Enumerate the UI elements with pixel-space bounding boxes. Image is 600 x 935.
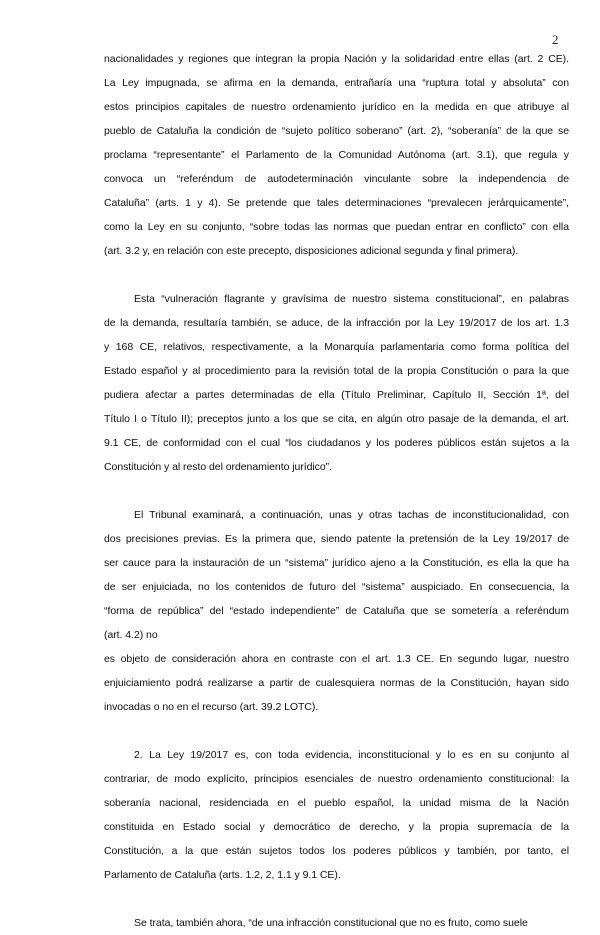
text-line: constituida en Estado social y democrático de derecho, y la propia supremacía de la (104, 821, 569, 833)
paragraph (104, 911, 569, 935)
text-line: La Ley impugnada, se afirma en la demanda, entrañaría una “ruptura total y absoluta” con (104, 77, 569, 89)
text-line: (art. 3.2 y, en relación con este precepto, disposiciones adicional segunda y final primera). (104, 245, 519, 257)
text-line: proclama “representante” el Parlamento de la Comunidad Autónoma (art. 3.1), que regula y (104, 149, 569, 161)
text-line: 2. La Ley 19/2017 es, con toda evidencia, inconstitucional y lo es en su conjunto al (134, 749, 569, 761)
text-line: es objeto de consideración ahora en contraste con el art. 1.3 CE. En segundo lugar, nuestro (104, 653, 569, 665)
text-line: soberanía nacional, residenciada en el pueblo español, la unidad misma de la Nación (104, 797, 569, 809)
text-line: (art. 4.2) no (104, 629, 158, 641)
text-line: como la Ley en su conjunto, “sobre todas las normas que puedan entrar en conflicto” con ella (104, 221, 569, 233)
text-line: Se trata, también ahora, “de una infracción constitucional que no es fruto, como suele (134, 917, 528, 929)
text-line: Cataluña” (arts. 1 y 4). Se pretende que tales determinaciones “prevalecen jerárquicamente”, (104, 197, 569, 209)
text-line: de ser enjuiciada, no los contenidos de futuro del “sistema” auspiciado. En consecuencia, la (104, 581, 569, 593)
paragraph-gap (104, 719, 569, 743)
text-line: Constitución, a la que están sujetos todos los poderes públicos y también, por tanto, el (104, 845, 569, 857)
text-line: nacionalidades y regiones que integran la propia Nación y la solidaridad entre ellas (art. 2 CE). (104, 53, 569, 65)
text-line: Parlamento de Cataluña (arts. 1.2, 2, 1.1 y 9.1 CE). (104, 869, 341, 881)
paragraph (104, 47, 569, 263)
text-line: pudiera afectar a partes determinadas de ella (Título Preliminar, Capítulo II, Sección 1ª, del (104, 389, 569, 401)
paragraph (104, 743, 569, 887)
paragraph (104, 503, 569, 719)
text-line: “forma de república” del “estado independiente” de Cataluña que se sometería a referéndum (104, 605, 569, 617)
text-line: estos principios capitales de nuestro ordenamiento jurídico en la medida en que atribuye al (104, 101, 569, 113)
text-line: invocadas o no en el recurso (art. 39.2 LOTC). (104, 701, 319, 713)
paragraph-gap (104, 263, 569, 287)
text-line: de la demanda, resultaría también, se aduce, de la infracción por la Ley 19/2017 de los art. 1.3 (104, 317, 569, 329)
text-line: 9.1 CE, de conformidad con el cual “los ciudadanos y los poderes públicos están sujetos a la (104, 437, 569, 449)
text-line: contrariar, de modo explícito, principios esenciales de nuestro ordenamiento constitucional: la (104, 773, 569, 785)
text-line: Título I o Título II); preceptos junto a los que se cita, en algún otro pasaje de la demanda, el art. (104, 413, 569, 425)
text-line: convoca un “referéndum de autodeterminación vinculante sobre la independencia de (104, 173, 569, 185)
page-number: 2 (552, 32, 559, 47)
text-line: Estado español y al procedimiento para la revisión total de la propia Constitución o para la que (104, 365, 569, 377)
text-line: Constitución y al resto del ordenamiento jurídico”. (104, 461, 332, 473)
paragraph-gap (104, 479, 569, 503)
text-line: El Tribunal examinará, a continuación, unas y otras tachas de inconstitucionalidad, con (134, 509, 569, 521)
text-line: Esta “vulneración flagrante y gravísima de nuestro sistema constitucional”, en palabras (134, 293, 569, 305)
text-line: pueblo de Cataluña la condición de “sujeto político soberano” (art. 2), “soberanía” de la que se (104, 125, 569, 137)
text-line: enjuiciamiento podrá realizarse a partir de cualesquiera normas de la Constitución, hayan sido (104, 677, 569, 689)
paragraph (104, 287, 569, 479)
paragraph-gap (104, 887, 569, 911)
body-text (104, 47, 569, 935)
text-line: dos precisiones previas. Es la primera que, siendo patente la pretensión de la Ley 19/2017 de (104, 533, 569, 545)
text-line: y 168 CE, relativos, respectivamente, a la Monarquía parlamentaria como forma política del (104, 341, 569, 353)
text-line: ser cauce para la instauración de un “sistema” jurídico ajeno a la Constitución, es ella la que ha (104, 557, 569, 569)
